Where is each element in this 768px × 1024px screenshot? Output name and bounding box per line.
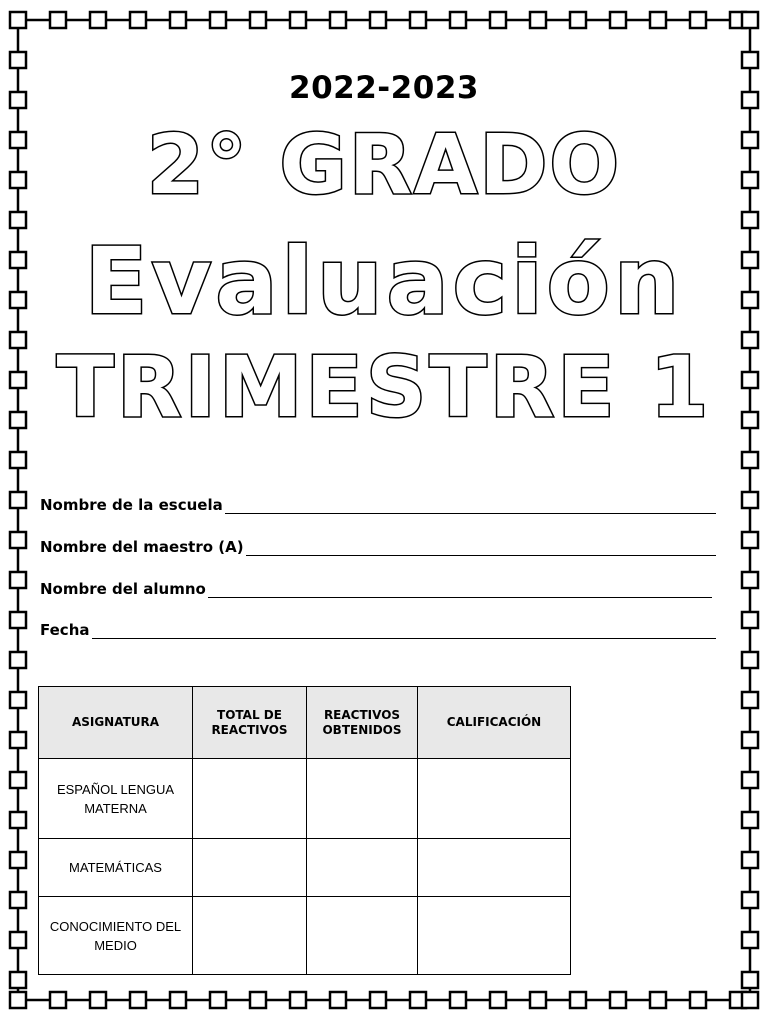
grade-cell[interactable]: [418, 839, 571, 897]
school-year: 2022-2023: [289, 70, 479, 106]
obtained-cell[interactable]: [307, 759, 418, 839]
chain-link: [742, 12, 758, 28]
table-row: [39, 759, 571, 839]
chain-link: [370, 992, 386, 1008]
obtained-cell[interactable]: [307, 839, 418, 897]
chain-link: [10, 892, 26, 908]
chain-link: [742, 992, 758, 1008]
grades-table: [38, 686, 571, 975]
chain-link: [290, 12, 306, 28]
chain-link: [10, 992, 26, 1008]
chain-link: [742, 852, 758, 868]
chain-link: [742, 892, 758, 908]
chain-link: [10, 212, 26, 228]
teacher-name-field: [40, 534, 716, 556]
chain-link: [90, 12, 106, 28]
chain-link: [50, 12, 66, 28]
chain-link: [742, 492, 758, 508]
chain-link: [742, 652, 758, 668]
chain-link: [530, 992, 546, 1008]
date-label: Fecha: [40, 621, 90, 639]
chain-link: [10, 732, 26, 748]
chain-link: [742, 692, 758, 708]
chain-link: [250, 992, 266, 1008]
table-row: [39, 839, 571, 897]
chain-link: [210, 992, 226, 1008]
subject-cell: CONOCIMIENTO DEL MEDIO: [39, 897, 193, 975]
total-cell[interactable]: [193, 839, 307, 897]
term-title: TRIMESTRE 1: [56, 338, 712, 436]
header-total-items: TOTAL DE REACTIVOS: [193, 687, 307, 759]
chain-link: [742, 532, 758, 548]
chain-link: [10, 652, 26, 668]
chain-link: [10, 612, 26, 628]
date-line[interactable]: [92, 623, 716, 639]
school-name-label: Nombre de la escuela: [40, 496, 223, 514]
chain-link: [570, 12, 586, 28]
teacher-name-line[interactable]: [246, 540, 716, 556]
chain-link: [742, 972, 758, 988]
chain-link: [742, 212, 758, 228]
chain-link: [50, 992, 66, 1008]
chain-link: [10, 452, 26, 468]
grade-cell[interactable]: [418, 897, 571, 975]
date-field: [40, 617, 716, 639]
chain-link: [610, 12, 626, 28]
chain-link: [10, 692, 26, 708]
grade-cell[interactable]: [418, 759, 571, 839]
chain-link: [290, 992, 306, 1008]
total-cell[interactable]: [193, 759, 307, 839]
chain-link: [650, 12, 666, 28]
chain-link: [130, 12, 146, 28]
chain-link: [742, 572, 758, 588]
chain-link: [10, 52, 26, 68]
chain-link: [90, 992, 106, 1008]
chain-link: [410, 992, 426, 1008]
obtained-cell[interactable]: [307, 897, 418, 975]
chain-link: [10, 492, 26, 508]
total-cell[interactable]: [193, 897, 307, 975]
chain-link: [10, 12, 26, 28]
table-header-row: [39, 687, 571, 759]
chain-link: [10, 532, 26, 548]
chain-link: [210, 12, 226, 28]
chain-link: [650, 992, 666, 1008]
chain-link: [742, 812, 758, 828]
chain-link: [450, 992, 466, 1008]
chain-link: [742, 452, 758, 468]
subject-cell: MATEMÁTICAS: [39, 839, 193, 897]
chain-link: [450, 12, 466, 28]
chain-link: [742, 732, 758, 748]
chain-link: [690, 12, 706, 28]
chain-link: [10, 972, 26, 988]
chain-link: [370, 12, 386, 28]
chain-link: [690, 992, 706, 1008]
chain-link: [742, 932, 758, 948]
chain-link: [10, 932, 26, 948]
chain-link: [530, 12, 546, 28]
chain-link: [742, 52, 758, 68]
header-grade: CALIFICACIÓN: [418, 687, 571, 759]
student-name-field: [40, 576, 712, 598]
chain-link: [330, 992, 346, 1008]
chain-link: [10, 852, 26, 868]
table-row: [39, 897, 571, 975]
chain-link: [742, 612, 758, 628]
chain-link: [250, 12, 266, 28]
chain-link: [10, 772, 26, 788]
evaluation-title: Evaluación: [84, 228, 684, 335]
chain-link: [170, 12, 186, 28]
grade-title: 2° GRADO: [146, 118, 622, 213]
chain-link: [490, 992, 506, 1008]
school-name-line[interactable]: [225, 498, 716, 514]
chain-link: [10, 572, 26, 588]
student-name-label: Nombre del alumno: [40, 580, 206, 598]
teacher-name-label: Nombre del maestro (A): [40, 538, 244, 556]
subject-cell: ESPAÑOL LENGUA MATERNA: [39, 759, 193, 839]
student-name-line[interactable]: [208, 582, 712, 598]
chain-link: [10, 812, 26, 828]
chain-link: [410, 12, 426, 28]
chain-link: [170, 992, 186, 1008]
header-subject: ASIGNATURA: [39, 687, 193, 759]
chain-link: [742, 772, 758, 788]
chain-link: [130, 992, 146, 1008]
school-name-field: [40, 492, 716, 514]
chain-link: [610, 992, 626, 1008]
header-obtained-items: REACTIVOS OBTENIDOS: [307, 687, 418, 759]
chain-link: [570, 992, 586, 1008]
chain-link: [490, 12, 506, 28]
chain-link: [330, 12, 346, 28]
